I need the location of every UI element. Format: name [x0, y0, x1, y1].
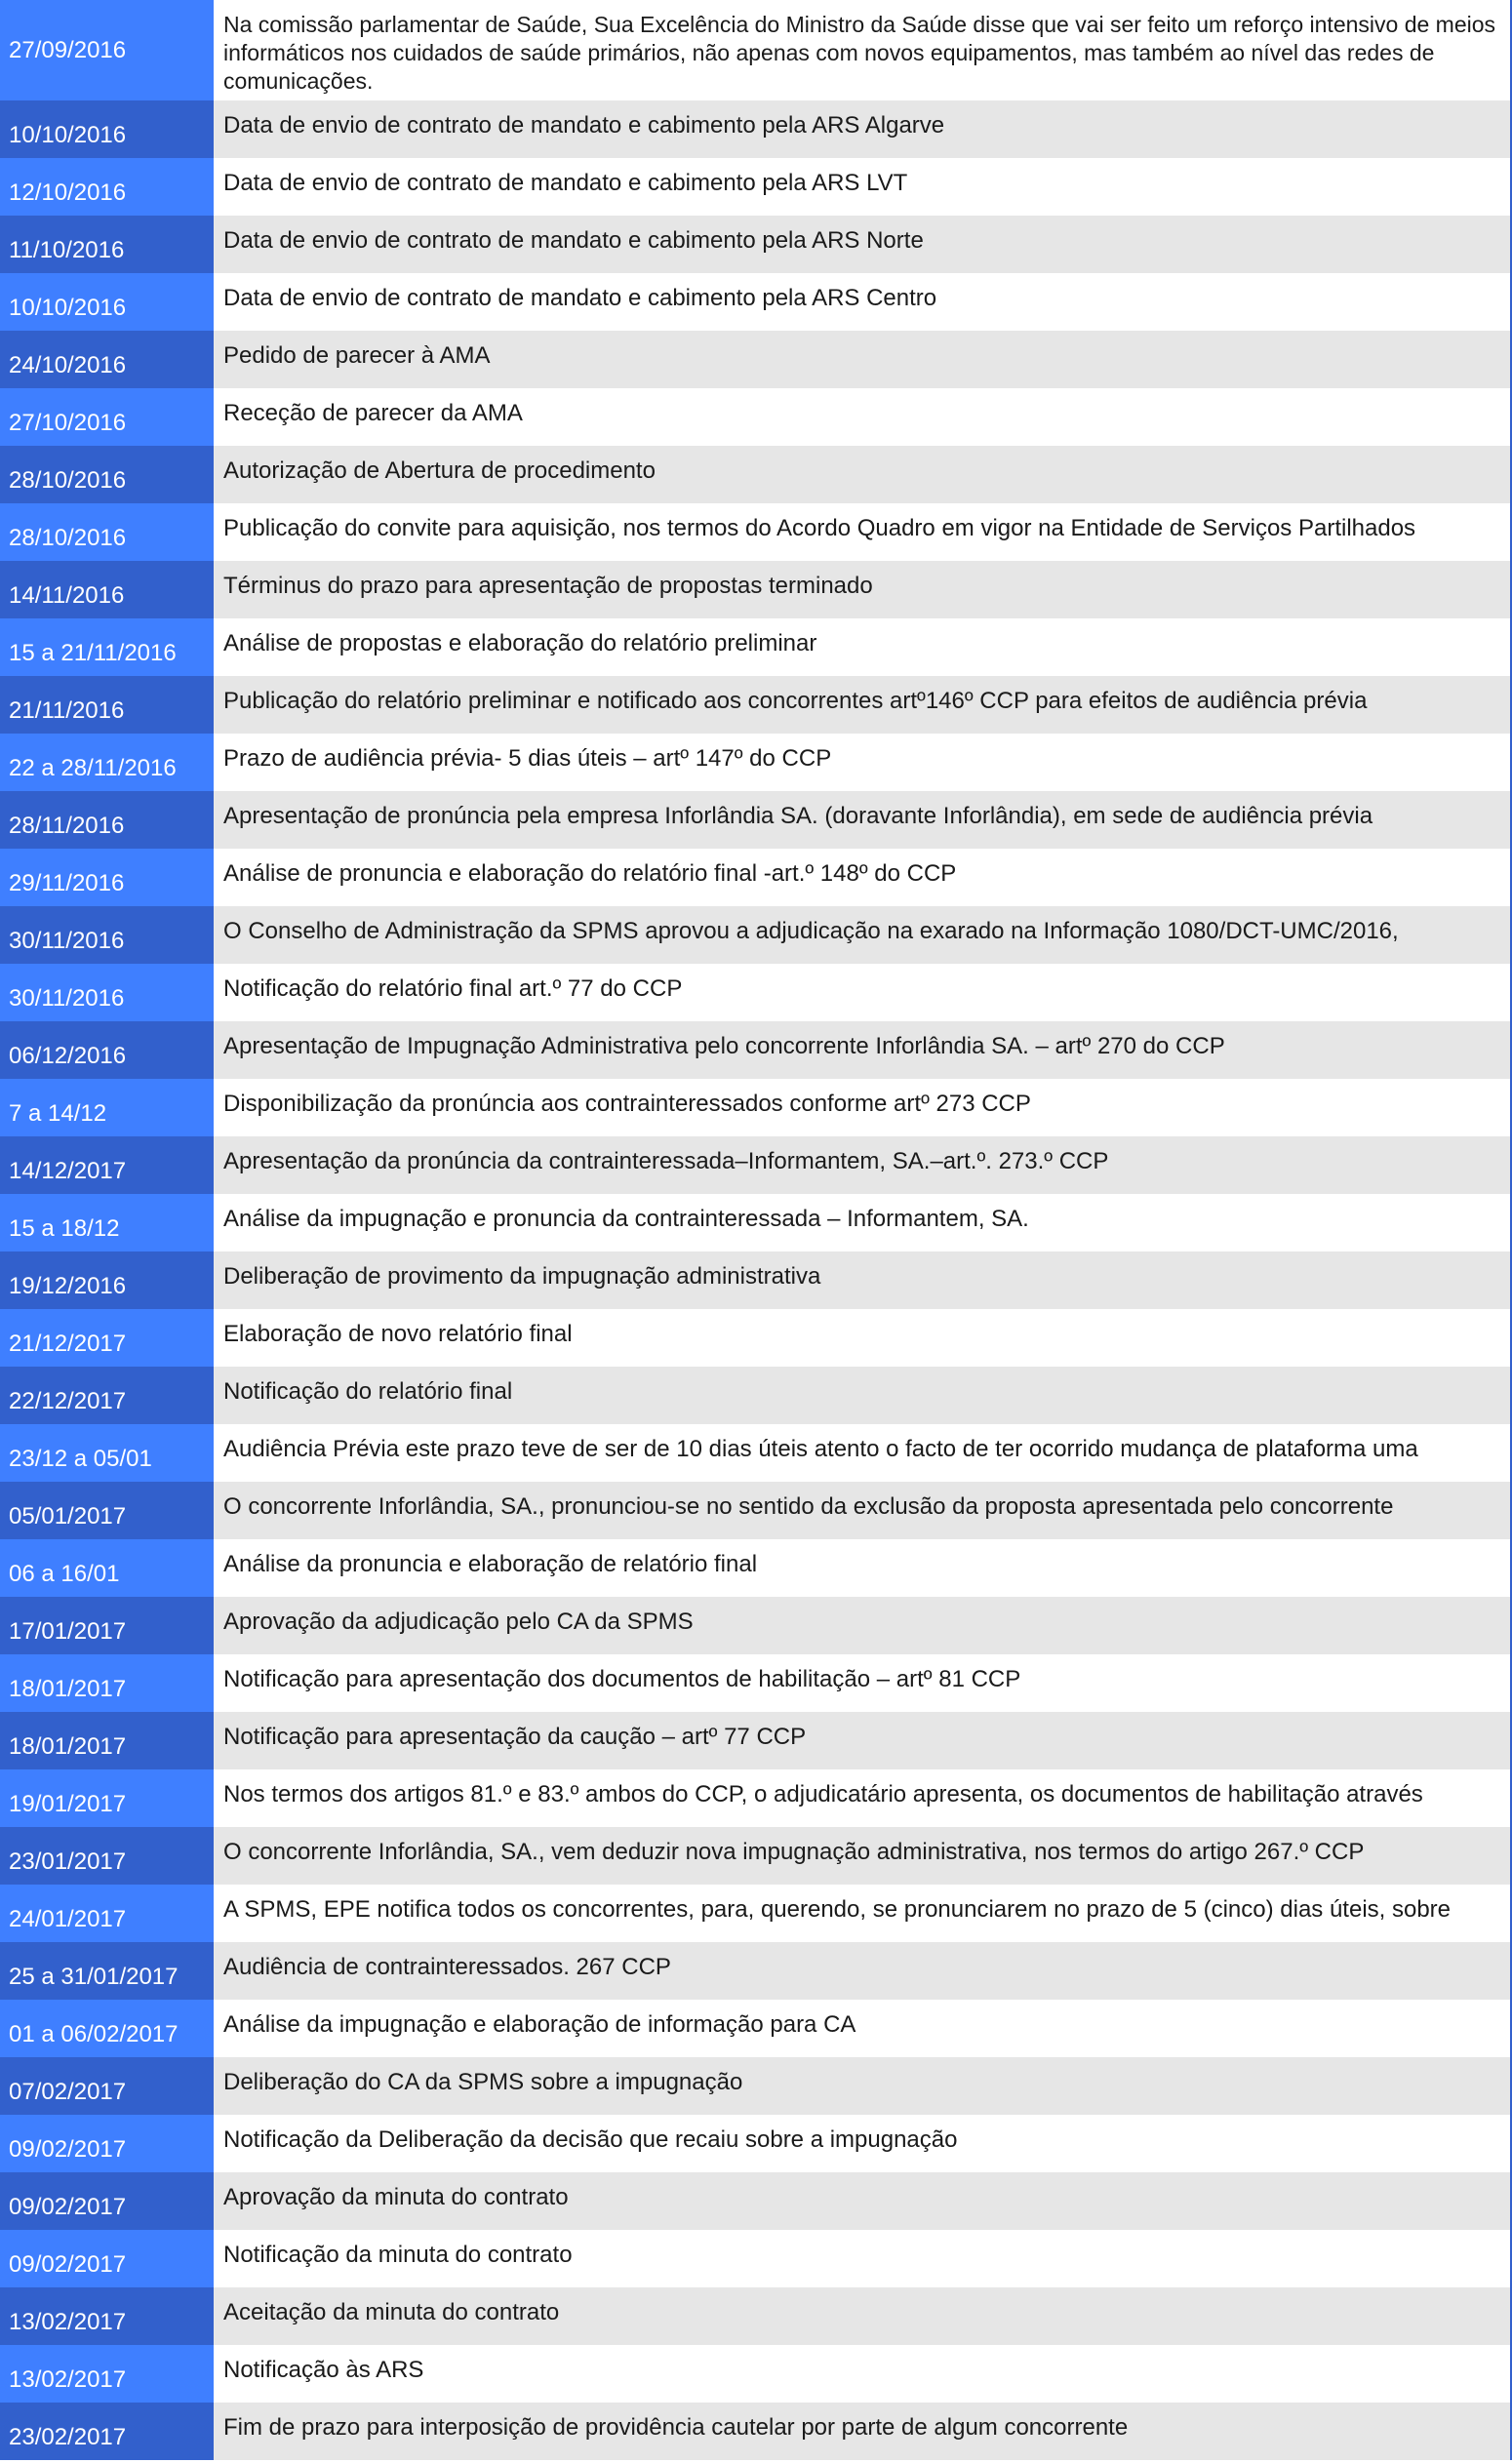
timeline-description: Notificação do relatório final	[214, 1367, 1512, 1424]
timeline-description: Data de envio de contrato de mandato e cabimento pela ARS LVT	[214, 158, 1512, 216]
timeline-description: Nos termos dos artigos 81.º e 83.º ambos do CCP, o adjudicatário apresenta, os documentos de habilitação através	[214, 1769, 1512, 1827]
timeline-date: 18/01/2017	[0, 1712, 214, 1769]
timeline-row	[0, 1597, 1512, 1654]
timeline-date: 05/01/2017	[0, 1482, 214, 1539]
timeline-row	[0, 1251, 1512, 1309]
timeline-description: Notificação às ARS	[214, 2345, 1512, 2403]
timeline-row	[0, 1424, 1512, 1482]
timeline-description: Prazo de audiência prévia- 5 dias úteis – artº 147º do CCP	[214, 734, 1512, 791]
timeline-row	[0, 158, 1512, 216]
timeline-row	[0, 2000, 1512, 2057]
timeline-date: 30/11/2016	[0, 906, 214, 964]
timeline-date: 09/02/2017	[0, 2172, 214, 2230]
timeline-row	[0, 791, 1512, 849]
timeline-row	[0, 2057, 1512, 2115]
timeline-date: 13/02/2017	[0, 2345, 214, 2403]
timeline-row	[0, 2403, 1512, 2460]
timeline-description: Análise de pronuncia e elaboração do relatório final -art.º 148º do CCP	[214, 849, 1512, 906]
timeline-row	[0, 1827, 1512, 1885]
timeline-description: Audiência de contrainteressados. 267 CCP	[214, 1942, 1512, 2000]
timeline-date: 27/09/2016	[0, 0, 214, 100]
timeline-date: 19/01/2017	[0, 1769, 214, 1827]
timeline-row	[0, 1712, 1512, 1769]
timeline-date: 17/01/2017	[0, 1597, 214, 1654]
timeline-date: 09/02/2017	[0, 2230, 214, 2287]
timeline-row	[0, 734, 1512, 791]
timeline-date: 14/12/2017	[0, 1136, 214, 1194]
timeline-description: Autorização de Abertura de procedimento	[214, 446, 1512, 503]
timeline-description: Deliberação do CA da SPMS sobre a impugnação	[214, 2057, 1512, 2115]
timeline-description: Notificação do relatório final art.º 77 do CCP	[214, 964, 1512, 1021]
timeline-date: 23/01/2017	[0, 1827, 214, 1885]
timeline-date: 28/11/2016	[0, 791, 214, 849]
timeline-row	[0, 2115, 1512, 2172]
timeline-date: 25 a 31/01/2017	[0, 1942, 214, 2000]
timeline-row	[0, 100, 1512, 158]
timeline-row	[0, 2172, 1512, 2230]
timeline-row	[0, 676, 1512, 734]
timeline-description: Análise de propostas e elaboração do relatório preliminar	[214, 618, 1512, 676]
timeline-row	[0, 1194, 1512, 1251]
timeline-row	[0, 0, 1512, 100]
timeline-date: 06/12/2016	[0, 1021, 214, 1079]
timeline-row	[0, 446, 1512, 503]
timeline-date: 15 a 18/12	[0, 1194, 214, 1251]
timeline-description: Notificação da Deliberação da decisão que recaiu sobre a impugnação	[214, 2115, 1512, 2172]
timeline-row	[0, 503, 1512, 561]
timeline-date: 18/01/2017	[0, 1654, 214, 1712]
timeline-row	[0, 1769, 1512, 1827]
timeline-date: 01 a 06/02/2017	[0, 2000, 214, 2057]
timeline-row	[0, 2345, 1512, 2403]
timeline-date: 7 a 14/12	[0, 1079, 214, 1136]
timeline-date: 14/11/2016	[0, 561, 214, 618]
timeline-description: O Conselho de Administração da SPMS aprovou a adjudicação na exarado na Informação 1080/DCT-UMC/2016,	[214, 906, 1512, 964]
timeline-description: Pedido de parecer à AMA	[214, 331, 1512, 388]
timeline-description: Deliberação de provimento da impugnação administrativa	[214, 1251, 1512, 1309]
timeline-description: Análise da impugnação e pronuncia da contrainteressada – Informantem, SA.	[214, 1194, 1512, 1251]
timeline-description: Elaboração de novo relatório final	[214, 1309, 1512, 1367]
timeline-row	[0, 1136, 1512, 1194]
timeline-row	[0, 1482, 1512, 1539]
timeline-date: 09/02/2017	[0, 2115, 214, 2172]
timeline-date: 22/12/2017	[0, 1367, 214, 1424]
timeline-date: 13/02/2017	[0, 2287, 214, 2345]
timeline-date: 24/10/2016	[0, 331, 214, 388]
timeline-description: Notificação para apresentação da caução – artº 77 CCP	[214, 1712, 1512, 1769]
timeline-description: A SPMS, EPE notifica todos os concorrentes, para, querendo, se pronunciarem no prazo de 5 (cinco) dias úteis, sobre	[214, 1885, 1512, 1942]
timeline-row	[0, 273, 1512, 331]
timeline-date: 28/10/2016	[0, 446, 214, 503]
timeline-row	[0, 216, 1512, 273]
timeline-date: 06 a 16/01	[0, 1539, 214, 1597]
timeline-description: Data de envio de contrato de mandato e cabimento pela ARS Norte	[214, 216, 1512, 273]
timeline-row	[0, 964, 1512, 1021]
timeline-description: Aprovação da adjudicação pelo CA da SPMS	[214, 1597, 1512, 1654]
timeline-description: Términus do prazo para apresentação de propostas terminado	[214, 561, 1512, 618]
timeline-description: Publicação do relatório preliminar e notificado aos concorrentes artº146º CCP para efeitos de audiência prévia	[214, 676, 1512, 734]
timeline-date: 10/10/2016	[0, 273, 214, 331]
timeline-date: 23/12 a 05/01	[0, 1424, 214, 1482]
timeline-description: Data de envio de contrato de mandato e cabimento pela ARS Centro	[214, 273, 1512, 331]
timeline-date: 29/11/2016	[0, 849, 214, 906]
timeline-description: Publicação do convite para aquisição, nos termos do Acordo Quadro em vigor na Entidade de Serviços Partilhados	[214, 503, 1512, 561]
timeline-row	[0, 1885, 1512, 1942]
timeline-date: 07/02/2017	[0, 2057, 214, 2115]
timeline-row	[0, 561, 1512, 618]
timeline-description: Aprovação da minuta do contrato	[214, 2172, 1512, 2230]
timeline-date: 23/02/2017	[0, 2403, 214, 2460]
timeline-row	[0, 1309, 1512, 1367]
timeline-date: 21/11/2016	[0, 676, 214, 734]
timeline-date: 28/10/2016	[0, 503, 214, 561]
timeline-description: O concorrente Inforlândia, SA., pronunciou-se no sentido da exclusão da proposta apresentada pelo concorrente	[214, 1482, 1512, 1539]
timeline-description: Disponibilização da pronúncia aos contrainteressados conforme artº 273 CCP	[214, 1079, 1512, 1136]
timeline-date: 11/10/2016	[0, 216, 214, 273]
timeline-row	[0, 1654, 1512, 1712]
timeline-description: Notificação para apresentação dos documentos de habilitação – artº 81 CCP	[214, 1654, 1512, 1712]
timeline-description: Data de envio de contrato de mandato e cabimento pela ARS Algarve	[214, 100, 1512, 158]
timeline-description: O concorrente Inforlândia, SA., vem deduzir nova impugnação administrativa, nos termos do artigo 267.º CCP	[214, 1827, 1512, 1885]
timeline-date: 21/12/2017	[0, 1309, 214, 1367]
timeline-date: 24/01/2017	[0, 1885, 214, 1942]
timeline-description: Análise da pronuncia e elaboração de relatório final	[214, 1539, 1512, 1597]
timeline-description: Aceitação da minuta do contrato	[214, 2287, 1512, 2345]
timeline-row	[0, 849, 1512, 906]
timeline-row	[0, 618, 1512, 676]
timeline-row	[0, 1021, 1512, 1079]
timeline-date: 19/12/2016	[0, 1251, 214, 1309]
timeline-description: Receção de parecer da AMA	[214, 388, 1512, 446]
timeline-date: 30/11/2016	[0, 964, 214, 1021]
timeline-date: 22 a 28/11/2016	[0, 734, 214, 791]
timeline-description: Fim de prazo para interposição de providência cautelar por parte de algum concorrente	[214, 2403, 1512, 2460]
timeline-date: 12/10/2016	[0, 158, 214, 216]
timeline-date: 15 a 21/11/2016	[0, 618, 214, 676]
timeline-date: 27/10/2016	[0, 388, 214, 446]
timeline-row	[0, 2287, 1512, 2345]
timeline-row	[0, 1539, 1512, 1597]
timeline-date: 10/10/2016	[0, 100, 214, 158]
timeline-description: Apresentação de Impugnação Administrativa pelo concorrente Inforlândia SA. – artº 270 do CCP	[214, 1021, 1512, 1079]
timeline-description: Análise da impugnação e elaboração de informação para CA	[214, 2000, 1512, 2057]
timeline-description: Apresentação da pronúncia da contrainteressada–Informantem, SA.–art.º. 273.º CCP	[214, 1136, 1512, 1194]
timeline-description: Notificação da minuta do contrato	[214, 2230, 1512, 2287]
timeline-row	[0, 388, 1512, 446]
timeline-row	[0, 2230, 1512, 2287]
timeline-row	[0, 906, 1512, 964]
timeline-description: Na comissão parlamentar de Saúde, Sua Excelência do Ministro da Saúde disse que vai ser feito um reforço intensivo de meios informáticos nos cuidados de saúde primários, não apenas com novos equipamentos, mas também ao nível das redes de comunicações.	[214, 0, 1512, 100]
timeline-row	[0, 1079, 1512, 1136]
timeline-row	[0, 1942, 1512, 2000]
timeline-row	[0, 1367, 1512, 1424]
timeline-row	[0, 331, 1512, 388]
timeline-description: Audiência Prévia este prazo teve de ser de 10 dias úteis atento o facto de ter ocorrido mudança de plataforma uma	[214, 1424, 1512, 1482]
timeline-description: Apresentação de pronúncia pela empresa Inforlândia SA. (doravante Inforlândia), em sede de audiência prévia	[214, 791, 1512, 849]
